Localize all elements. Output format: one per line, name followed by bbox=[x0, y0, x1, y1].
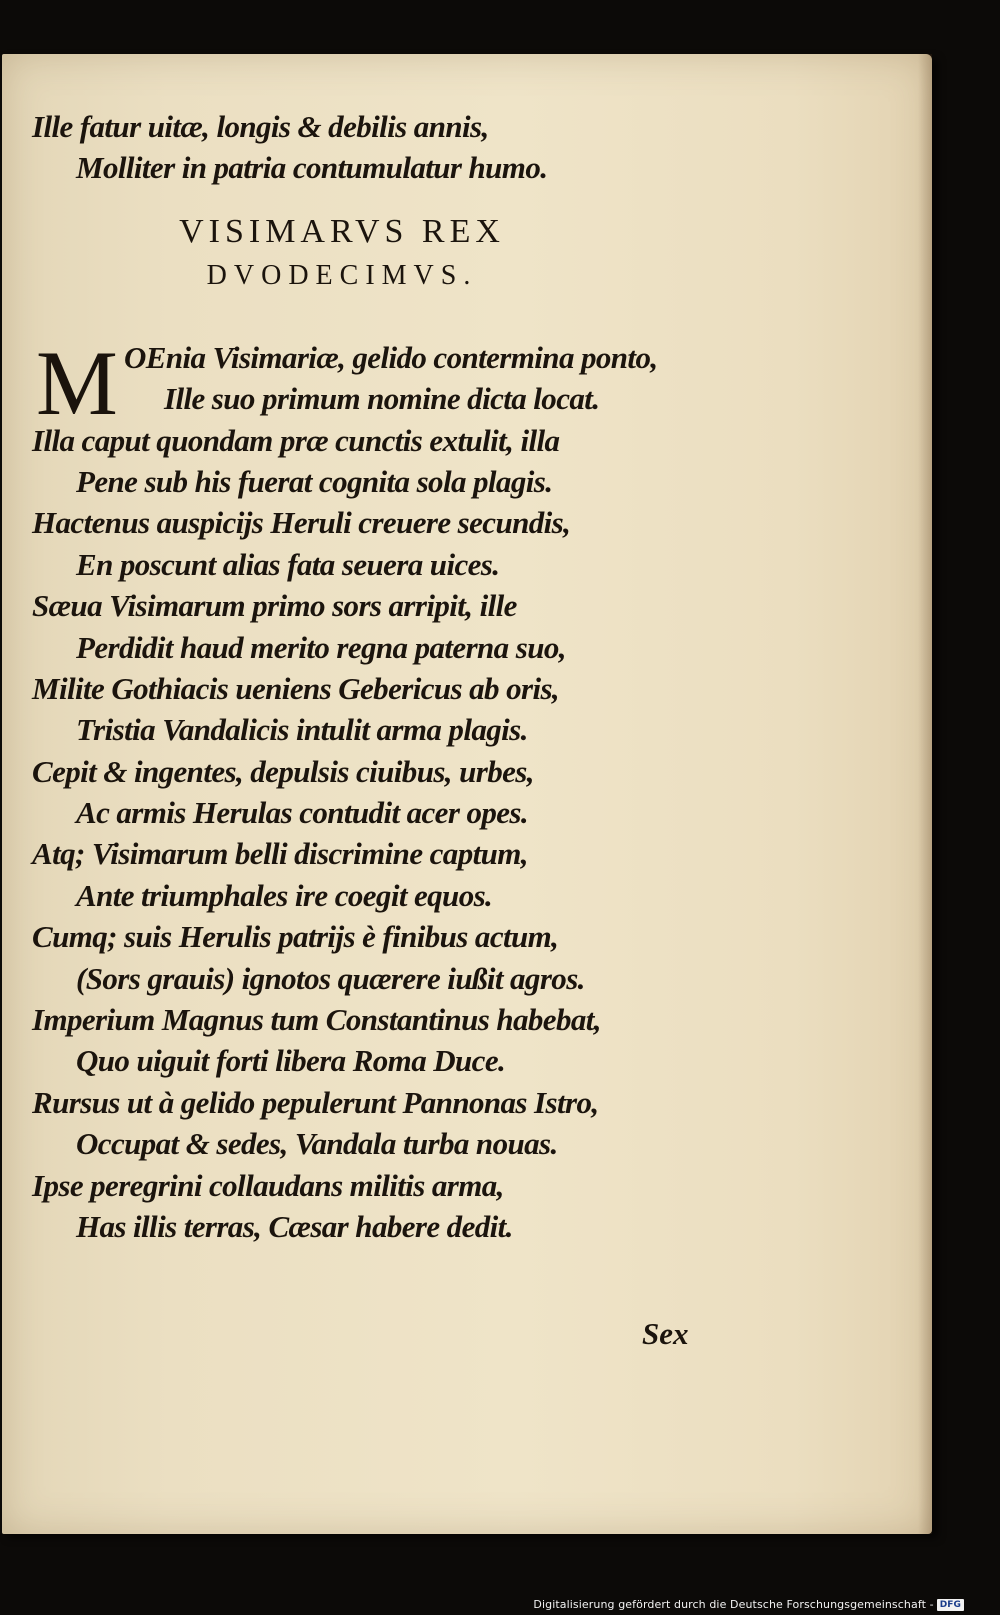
verse-line: Cumq; suis Herulis patrijs è finibus actum, bbox=[32, 919, 559, 955]
verse-line: En poscunt alias fata seuera uices. bbox=[76, 546, 500, 582]
verse-line: Hactenus auspicijs Heruli creuere secundis, bbox=[32, 505, 571, 541]
section-heading: VISIMARVS REX bbox=[179, 212, 505, 250]
verse-line: Ac armis Herulas contudit acer opes. bbox=[76, 795, 529, 831]
verse-line: Ille suo primum nomine dicta locat. bbox=[164, 381, 600, 417]
verse-line: Has illis terras, Cæsar habere dedit. bbox=[76, 1208, 513, 1244]
verse-line: Imperium Magnus tum Constantinus habebat, bbox=[32, 1002, 601, 1038]
book-page bbox=[2, 54, 932, 1534]
catchword: Sex bbox=[642, 1316, 689, 1351]
verse-line: Milite Gothiacis ueniens Gebericus ab oris, bbox=[32, 670, 560, 706]
verse-line: Atq; Visimarum belli discrimine captum, bbox=[32, 836, 528, 872]
verse-line: Molliter in patria contumulatur humo. bbox=[76, 150, 548, 186]
verse-line: Tristia Vandalicis intulit arma plagis. bbox=[76, 712, 528, 748]
verse-line: Cepit & ingentes, depulsis ciuibus, urbes, bbox=[32, 753, 534, 789]
verse-line: Illa caput quondam præ cunctis extulit, illa bbox=[32, 422, 560, 458]
verse-line: Sæua Visimarum primo sors arripit, ille bbox=[32, 588, 517, 624]
verse-line: Perdidit haud merito regna paterna suo, bbox=[76, 629, 566, 665]
verse-line: OEnia Visimariæ, gelido contermina ponto, bbox=[124, 339, 658, 375]
verse-line: Ille fatur uitæ, longis & debilis annis, bbox=[32, 109, 489, 144]
section-subheading: DVODECIMVS. bbox=[206, 259, 478, 291]
verse-line: Rursus ut à gelido pepulerunt Pannonas Istro, bbox=[32, 1084, 599, 1120]
footer-text: Digitalisierung gefördert durch die Deutsche Forschungsgemeinschaft - bbox=[533, 1598, 934, 1611]
verse-line: Ipse peregrini collaudans militis arma, bbox=[32, 1167, 504, 1203]
page-text bbox=[32, 106, 772, 1247]
dfg-logo-icon: DFG bbox=[937, 1599, 964, 1611]
poem-opening bbox=[32, 331, 772, 434]
verse-line: Occupat & sedes, Vandala turba nouas. bbox=[76, 1126, 558, 1162]
verse-line: Ante triumphales ire coegit equos. bbox=[76, 877, 493, 913]
digitization-footer bbox=[533, 1598, 964, 1611]
verse-line: Quo uiguit forti libera Roma Duce. bbox=[76, 1043, 506, 1079]
verse-line: (Sors grauis) ignotos quærere iußit agros. bbox=[76, 960, 585, 996]
verse-line: Pene sub his fuerat cognita sola plagis. bbox=[76, 463, 553, 499]
drop-cap-initial: M bbox=[36, 331, 118, 434]
